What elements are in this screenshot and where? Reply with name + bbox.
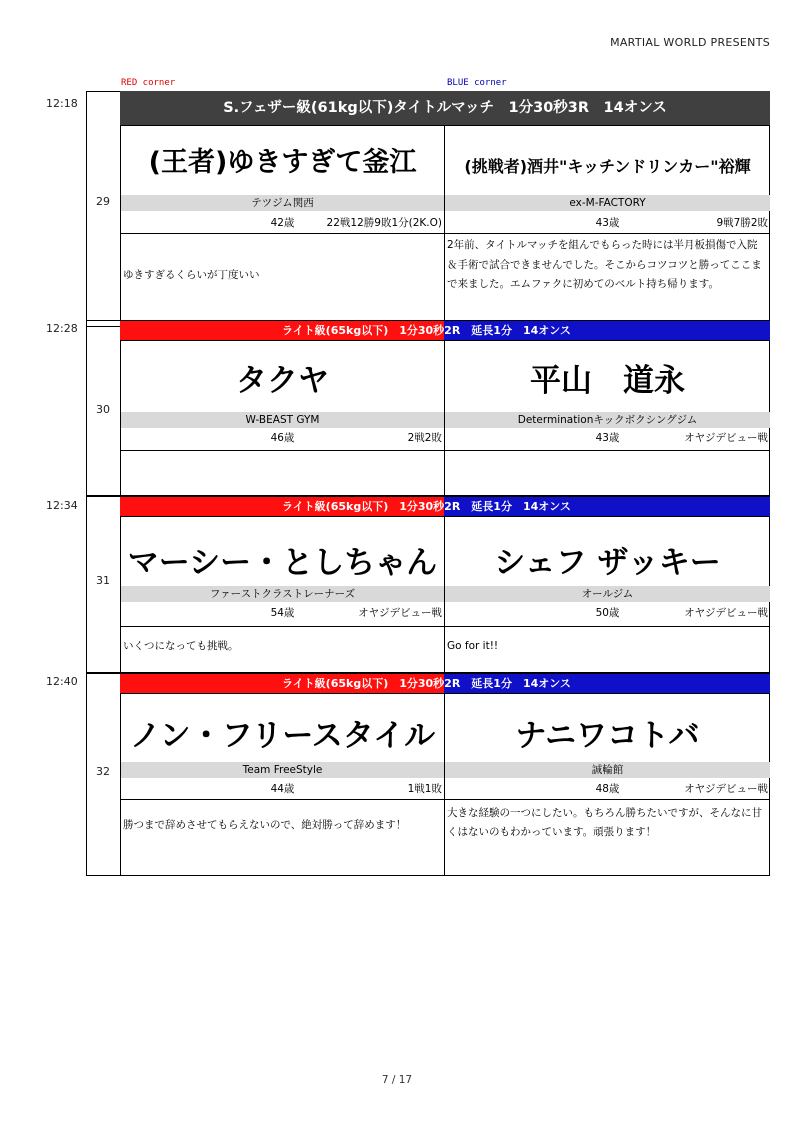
blue-fighter-name: 平山 道永 — [530, 363, 685, 399]
red-stats — [121, 606, 444, 620]
blue-fighter-name: (挑戦者)酒井"キッチンドリンカー"裕輝 — [464, 157, 751, 176]
bout-time: 12:34 — [46, 499, 78, 512]
red-fighter-name: ノン・フリースタイル — [129, 718, 436, 754]
blue-gym: オールジム — [445, 586, 770, 602]
blue-gym: Determinationキックボクシングジム — [445, 412, 770, 428]
blue-comment: 2年前、タイトルマッチを組んでもらった時には半月板損傷で入院＆手術で試合できませんでした。そこからコツコツと勝ってここまで来ました。エムファクに初めてのベルト持ち帰ります。 — [447, 239, 762, 290]
bout-title: ライト級(65kg以下) 1分30秒2R 延長1分 14オンス — [282, 500, 571, 513]
blue-gym: 誠輪館 — [445, 762, 770, 778]
bout-time: 12:40 — [46, 675, 78, 688]
red-stats — [121, 431, 444, 445]
weight-class-bar — [120, 674, 770, 693]
red-age: 44歳 — [270, 783, 295, 795]
bout-number: 30 — [96, 403, 110, 416]
blue-record: オヤジデビュー戦 — [684, 432, 768, 444]
blue-stats — [445, 782, 770, 796]
red-comment: ゆきすぎるくらいが丁度いい — [123, 269, 260, 281]
red-corner-label: RED corner — [121, 78, 176, 88]
blue-age: 43歳 — [595, 432, 620, 444]
blue-corner-label: BLUE corner — [447, 78, 507, 88]
bout-number: 31 — [96, 574, 110, 587]
red-stats — [121, 216, 444, 230]
blue-fighter-name: シェフ ザッキー — [494, 545, 721, 581]
red-fighter-name: タクヤ — [236, 363, 329, 399]
red-record: 1戦1敗 — [407, 783, 442, 795]
blue-age: 48歳 — [595, 783, 620, 795]
blue-record: オヤジデビュー戦 — [684, 607, 768, 619]
blue-age: 43歳 — [595, 217, 620, 229]
blue-stats — [445, 216, 770, 230]
blue-fighter-name: ナニワコトバ — [515, 718, 700, 754]
bout-time: 12:18 — [46, 97, 78, 110]
blue-stats — [445, 431, 770, 445]
blue-stats — [445, 606, 770, 620]
bout-frame — [86, 320, 770, 496]
blue-age: 50歳 — [595, 607, 620, 619]
bout-number: 29 — [96, 195, 110, 208]
red-stats — [121, 782, 444, 796]
blue-record: 9戦7勝2敗 — [716, 217, 768, 229]
bout-number: 32 — [96, 765, 110, 778]
blue-record: オヤジデビュー戦 — [684, 783, 768, 795]
red-fighter-name: (王者)ゆきすぎて釜江 — [148, 147, 417, 178]
red-age: 42歳 — [270, 217, 295, 229]
red-comment: いくつになっても挑戦。 — [123, 640, 239, 652]
red-gym: W-BEAST GYM — [121, 412, 444, 428]
red-gym: テツジム関西 — [121, 195, 444, 211]
red-fighter-name: マーシー・としちゃん — [127, 545, 438, 581]
page-number: 7 / 17 — [381, 1074, 413, 1086]
title-match-bar: S.フェザー級(61kg以下)タイトルマッチ 1分30秒3R 14オンス — [120, 91, 770, 125]
red-record: 2戦2敗 — [407, 432, 442, 444]
red-gym: Team FreeStyle — [121, 762, 444, 778]
red-gym: ファーストクラストレーナーズ — [121, 586, 444, 602]
bout-title: ライト級(65kg以下) 1分30秒2R 延長1分 14オンス — [282, 324, 571, 337]
bout-title: ライト級(65kg以下) 1分30秒2R 延長1分 14オンス — [282, 677, 571, 690]
blue-comment: Go for it!! — [447, 640, 499, 652]
red-record: 22戦12勝9敗1分(2K.O) — [326, 217, 442, 229]
red-comment: 勝つまで辞めさせてもらえないので、絶対勝って辞めます！ — [123, 819, 407, 831]
blue-gym: ex-M-FACTORY — [445, 195, 770, 211]
weight-class-bar — [120, 497, 770, 516]
red-record: オヤジデビュー戦 — [358, 607, 442, 619]
red-age: 54歳 — [270, 607, 295, 619]
bout-time: 12:28 — [46, 322, 78, 335]
red-age: 46歳 — [270, 432, 295, 444]
blue-comment: 大きな経験の一つにしたい。もちろん勝ちたいですが、そんなに甘くはないのもわかっています。頑張ります！ — [447, 807, 762, 838]
weight-class-bar — [120, 321, 770, 340]
presents-label: MARTIAL WORLD PRESENTS — [610, 36, 770, 49]
